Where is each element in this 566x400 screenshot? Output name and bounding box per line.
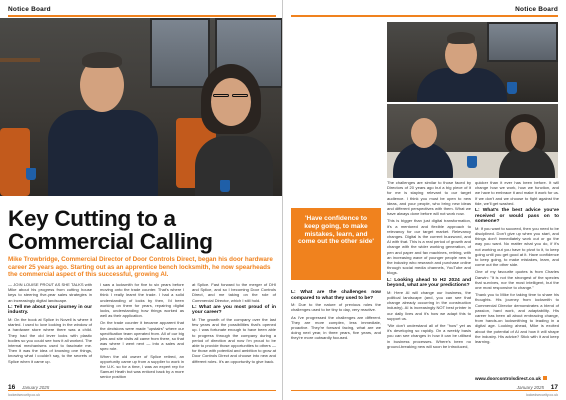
body-paragraph: On the trade counter it became apparent that the decisions were made "upstairs" where our specification team operated from. All of our big jobs and site visits all came from there, so that was where I went next — into a sales and spec role. bbox=[100, 320, 184, 352]
question-heading: L: Looking ahead to H2 2024 and beyond, what are your predictions? bbox=[387, 277, 471, 289]
body-paragraph: Thank you to Mike for taking time to share his thoughts. His journey from locksmith to Commercial Director demonstrates a blend of passion, hard work, and adaptability. His career has been all about embracing change, from hands-on locksmithing to leading in a digital age. Looking ahead, Mike is excited about the potential of AI and how it will shape the industry. His advice? Stick with it and keep learning. bbox=[475, 292, 559, 345]
footer-rule-right bbox=[291, 390, 558, 391]
body-paragraph: at Splice. Fast forward to the merger of DHI and Splice, and so I becoming Door Controls Direct, and me taking on the role of Commercial Director, which I still hold. bbox=[192, 282, 276, 303]
question-heading: L: What are you most proud of in your career? bbox=[192, 304, 276, 316]
left-column-1 bbox=[8, 282, 92, 366]
issue-date-left: January 2025 bbox=[22, 385, 50, 390]
page-number-right: 17 bbox=[550, 384, 558, 391]
body-paragraph: One of my favourite quotes is from Charles Darwin: "It is not the strongest of the species that survives, nor the most intelligent, but the one most responsive to change." bbox=[475, 269, 559, 291]
footer-rule-left bbox=[8, 390, 276, 391]
body-paragraph: "We don't understand all of the "how" yet as it's developing so rapidly. On a weekly basis you can see changes in how it can be utilised in business processes. Where's been no ground-breaking new will soon be introduced, bbox=[387, 323, 471, 349]
right-page bbox=[283, 0, 566, 400]
body-paragraph: quicker than it ever has been before. It will change how we work, how we function, and we have to embrace it and make it work for us. If we don't and we choose to fight against the tide, we'll get washed. bbox=[475, 180, 559, 206]
article-headline: Key Cutting to a Commercial Calling bbox=[8, 206, 213, 254]
page-number-left: 16 bbox=[8, 384, 16, 391]
site-url-left: lockedsecurity.co.uk bbox=[8, 393, 41, 397]
section-tag-left: Notice Board bbox=[8, 6, 51, 13]
photo-subject-man bbox=[40, 38, 160, 196]
body-paragraph: When the old owner of Splice retired, an opportunity came up from a supplier to work in the U.K. so for a time, I was an expert rep for Samuel Heath but was enticed back by a more senior position bbox=[100, 353, 184, 380]
question-heading: L: Tell me about your journey in our industry. bbox=[8, 304, 92, 316]
company-website-link[interactable]: www.doorcontrolsdirect.co.uk bbox=[475, 376, 547, 381]
body-paragraph: This is bigger than just digital transformation, it's a mentored and flexible approach to relevancy for our target market. Relevancy changes. Digital is the current buzzword, and AI with that. This is a real period of growth and change with the wider working generation, of pen and paper and fax machines, retiring, with an increasing wave of younger people new to the industry who research and purchase online through social media channels, YouTube and blogs. bbox=[387, 218, 471, 276]
left-column-2 bbox=[100, 282, 184, 382]
photo-meeting bbox=[387, 104, 558, 178]
body-paragraph: The challenges are similar to those faced by Directors of 20 years ago but a big piece of it for me is staying relevant to our target audience. I think you must be open to new ideas, and your people, who bring new ideas and different perspectives with them. What we have always done before will not work now. bbox=[387, 180, 471, 217]
question-heading: L: What's the best advice you've received or would pass on to someone? bbox=[475, 208, 559, 225]
hero-photo bbox=[0, 18, 283, 196]
body-paragraph: As I've progressed the challenges are different. They are more complex, less immediate, proactive. They're forward facing, what are we doing next year, in three years, five years, and they're more outwardly focused. bbox=[291, 314, 381, 341]
photo-subject-woman bbox=[195, 58, 275, 196]
right-column-3 bbox=[475, 180, 559, 346]
body-paragraph: M: The growth of the company over the last few years and the possibilities that's opened up. I was fortunate enough to have been able to progress through the company during a period of direction and now I'm proud to be able to provide those opportunities to others — for those with potential and ambition to grow at Door Controls Direct and choose into new and different roles. It's an opportunity to give back. bbox=[192, 317, 276, 364]
pull-quote: 'Have confidence to keep going, to make mistakes, learn, and come out the other side' bbox=[291, 208, 381, 280]
end-of-article-mark bbox=[543, 376, 547, 380]
section-rule-left bbox=[8, 15, 276, 17]
article-standfirst: Mike Trowbridge, Commercial Director of Door Controls Direct, began his door hardware career 25 years ago. Starting out as an apprentice bench locksmith, he now spearheads the commercial aspect of this successful, growing AI. bbox=[8, 256, 273, 279]
question-heading: L: What are the challenges now compared to what they used to be? bbox=[291, 290, 381, 301]
photo-portrait bbox=[387, 22, 558, 102]
left-column-3 bbox=[192, 282, 276, 366]
right-column-1 bbox=[291, 288, 381, 343]
section-tag-right: Notice Board bbox=[515, 6, 558, 13]
intro-paragraph: — JOIN LOUISE PROUT AS SHE TALKS with Mike about his progress from cutting house keys to steering five-year sales strategies in an increasingly digital landscape. bbox=[8, 282, 92, 303]
section-rule-right bbox=[291, 15, 558, 17]
right-column-2 bbox=[387, 180, 471, 351]
body-paragraph: I saw a locksmith for five to six years before moving onto the trade counter. That's where I think I really learnt the trade. I had a solid understanding of locks by then, I'd been working on them for years, repairing digital locks, understanding how things worked as well as their application. bbox=[100, 282, 184, 319]
body-paragraph: M: Here AI will change our business, the political landscape (and, you can see that change already occurring in the construction industry). AI is increasingly NOT best printer in our daily lives and it's how we adapt this to support us. bbox=[387, 289, 471, 321]
issue-date-right: January 2025 bbox=[516, 385, 544, 390]
body-paragraph: M: Due to the nature of previous roles the challenges used to be tiny to day, very reactive. bbox=[291, 302, 381, 313]
body-paragraph: M: If you want to succeed, then you need to be disciplined. Don't give up when you start, and things don't immediately work out or go the way you want. No matter what you do, if it's not working out you have to pivot to it, to keep going until you get good at it. Have confidence to keep going, to make mistakes, learn, and come out the other side. bbox=[475, 225, 559, 268]
body-paragraph: M: On the book at Splice in Novell is where it started. I used to love looking in the window of a hardware store where there was a child. They had the old lever locks with plastic bodies so you could see how it all worked. The internal mechanisms used to fascinate me. Then it was the idea of knowing one things, knowing what I couldn't say, to the secrets of Splice when it came up. bbox=[8, 317, 92, 364]
site-url-right: lockedsecurity.co.uk bbox=[525, 393, 558, 397]
